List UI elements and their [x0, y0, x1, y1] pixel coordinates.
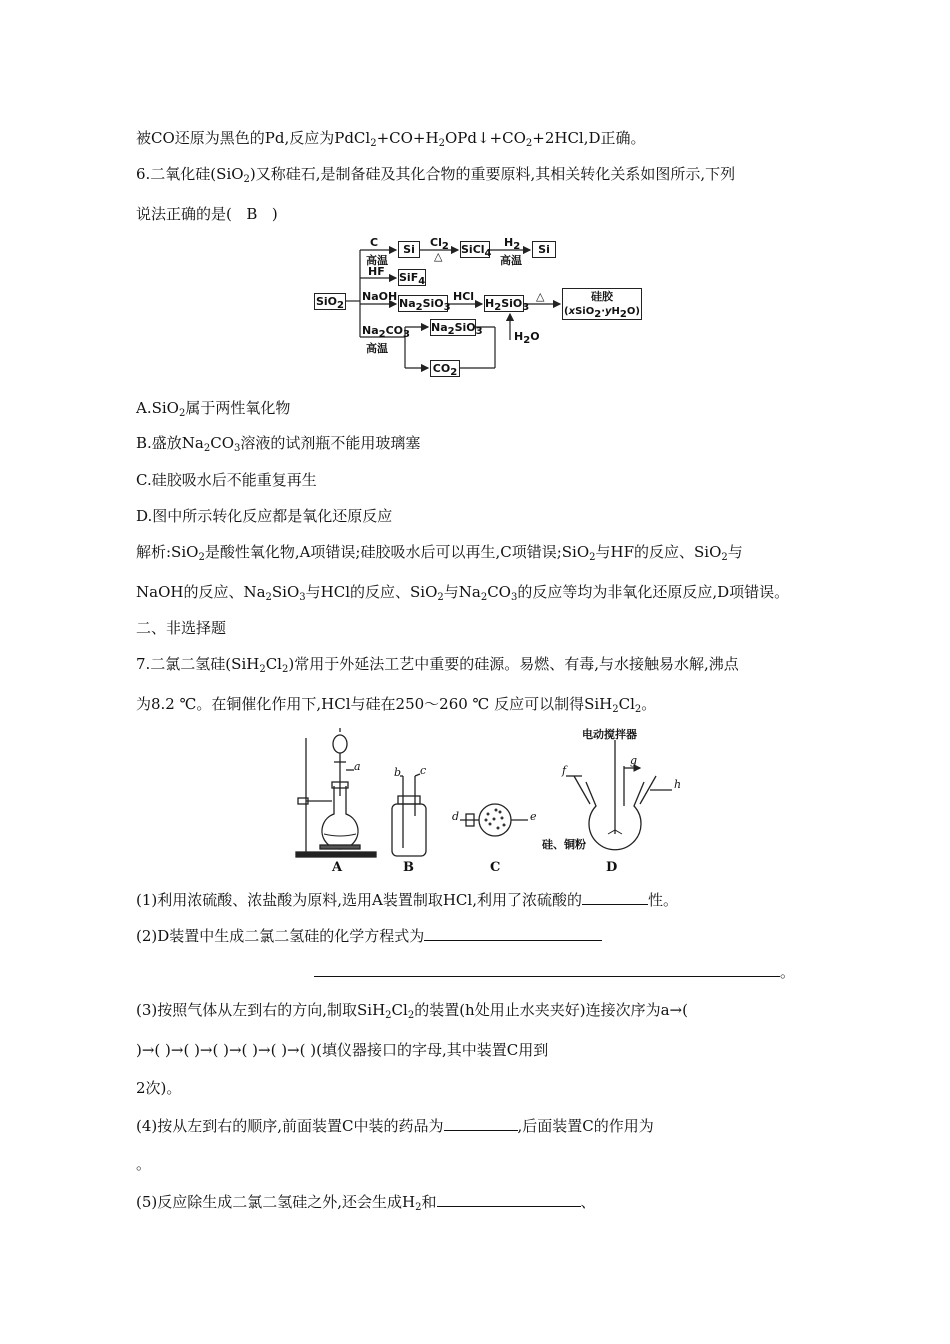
part-5: (5)反应除生成二氯二氢硅之外,还会生成$H_2$和 、	[136, 1193, 596, 1213]
box-sio2: SiO$_2$	[315, 295, 344, 311]
answer-blank-4a[interactable]	[444, 1116, 518, 1131]
port-g: g	[630, 754, 638, 767]
box-co2: $CO_2$	[430, 360, 460, 377]
apparatus-figure	[290, 726, 690, 878]
box-na2sio3: $Na_2SiO_3$	[399, 297, 451, 313]
label-naoh: NaOH	[362, 290, 398, 303]
apparatus-label-a: A	[332, 860, 343, 875]
explanation-line-1: 解析:SiO$_2$是酸性氧化物,A项错误;硅胶吸水后可以再生,C项错误;SiO$_2$与HF的反应、SiO$_2$与	[136, 543, 743, 563]
option-b: B.盛放$Na_2CO_3$溶液的试剂瓶不能用玻璃塞	[136, 434, 421, 454]
question-6-line-2: 说法正确的是( B )	[136, 205, 278, 223]
text-line-1: 被CO还原为黑色的Pd,反应为$PdCl_2+CO+H_2OPd↓+CO_2+2HCl,D$正确。	[136, 129, 646, 149]
silica-flow-diagram	[310, 232, 650, 380]
label-high-temp-3: 高温	[366, 342, 388, 355]
label-hf: HF	[368, 265, 385, 278]
label-high-temp-2: 高温	[500, 254, 522, 267]
part-3-line-1: (3)按照气体从左到右的方向,制取$SiH_2Cl_2$的装置(h处用止水夹夹好)连接次序为a→(	[136, 1001, 688, 1021]
part-3-line-3: 2次)。	[136, 1079, 182, 1097]
label-hcl: HCl	[453, 290, 475, 303]
part-2-continued: 。	[314, 962, 795, 982]
question-6-answer: B	[246, 205, 258, 223]
label-na2co3: $Na_2CO_3$	[362, 324, 411, 340]
answer-blank-2b[interactable]	[314, 962, 780, 977]
box-sicl4: SiCl$_4$	[461, 243, 492, 259]
option-c: C.硅胶吸水后不能重复再生	[136, 471, 317, 489]
port-h: h	[674, 778, 682, 791]
label-high-temp-1: 高温	[366, 254, 388, 267]
part-3-line-2: )→( )→( )→( )→( )→( )→( )(填仪器接口的字母,其中装置C用到	[136, 1041, 549, 1059]
label-cl2: $Cl_2$	[430, 236, 449, 252]
answer-blank-2a[interactable]	[424, 926, 602, 941]
label-heat-1: △	[434, 250, 443, 263]
apparatus-label-b: B	[403, 860, 414, 875]
port-c: c	[420, 764, 427, 777]
option-a: A.SiO$_2$属于两性氧化物	[136, 399, 291, 419]
question-7-line-1: 7.二氯二氢硅$(SiH_2Cl_2)$常用于外延法工艺中重要的硅源。易燃、有毒,与水接触易水解,沸点	[136, 655, 739, 675]
port-b: b	[394, 766, 402, 779]
port-e: e	[530, 810, 537, 823]
answer-blank-5[interactable]	[437, 1192, 581, 1207]
question-6-line-1: 6.二氧化硅(SiO$_2$)又称硅石,是制备硅及其化合物的重要原料,其相关转化关系如图所示,下列	[136, 165, 736, 185]
port-a: a	[354, 760, 361, 773]
explanation-line-2: NaOH的反应、$Na_2SiO_3$与HCl的反应、SiO$_2$与$Na_2CO_3$的反应等均为非氧化还原反应,D项错误。	[136, 583, 790, 603]
apparatus-label-d: D	[606, 860, 618, 875]
box-silica-gel: 硅胶 $(xSiO_2\cdot yH_2O)$	[562, 288, 642, 320]
part-1: (1)利用浓硫酸、浓盐酸为原料,选用A装置制取HCl,利用了浓硫酸的 性。	[136, 891, 678, 909]
box-h2sio3: $H_2SiO_3$	[485, 297, 530, 313]
part-4: (4)按从左到右的顺序,前面装置C中装的药品为 ,后面装置C的作用为	[136, 1117, 654, 1135]
box-sif4: SiF$_4$	[399, 271, 426, 287]
apparatus-label-c: C	[490, 860, 501, 875]
stirrer-label: 电动搅拌器	[582, 728, 637, 741]
box-si: Si	[398, 241, 420, 258]
part-2: (2)D装置中生成二氯二氢硅的化学方程式为	[136, 926, 602, 946]
option-d: D.图中所示转化反应都是氧化还原反应	[136, 507, 393, 525]
section-heading: 二、非选择题	[136, 619, 227, 637]
answer-blank-1[interactable]	[582, 890, 648, 905]
port-d: d	[452, 810, 460, 823]
label-h2: $H_2$	[504, 236, 521, 252]
box-na2sio3-2: $Na_2SiO_3$	[431, 321, 483, 337]
apparatus-drawing	[290, 726, 690, 878]
label-h2o: $H_2O$	[514, 330, 540, 346]
question-7-line-2: 为8.2 ℃。在铜催化作用下,HCl与硅在250～260 ℃ 反应可以制得$SiH_2Cl_2$。	[136, 695, 657, 715]
box-si-final: Si	[532, 241, 556, 258]
label-c: C	[370, 236, 379, 249]
powder-label: 硅、铜粉	[542, 838, 586, 851]
part-4-end: 。	[136, 1155, 152, 1173]
label-heat-2: △	[536, 290, 545, 303]
port-f: f	[562, 764, 567, 777]
